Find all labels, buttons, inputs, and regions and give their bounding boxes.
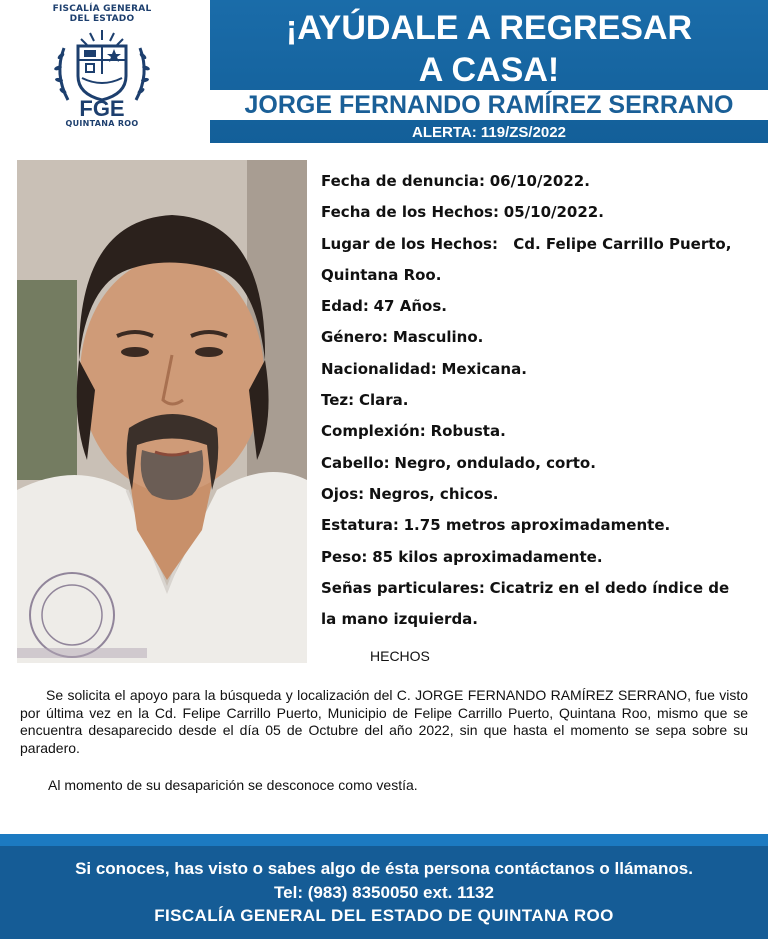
detail-value: Mexicana. bbox=[441, 359, 527, 378]
detail-value: Cd. Felipe Carrillo Puerto, bbox=[502, 234, 732, 253]
title-line2: A CASA! bbox=[418, 51, 560, 89]
detail-value: 85 kilos aproximadamente. bbox=[372, 547, 603, 566]
footer-stripe bbox=[0, 834, 768, 846]
logo-top-line1: FISCALÍA GENERAL bbox=[52, 4, 152, 14]
detail-value: Negros, chicos. bbox=[368, 484, 499, 503]
missing-person-name: JORGE FERNANDO RAMÍREZ SERRANO bbox=[210, 90, 768, 120]
detail-label: Lugar de los Hechos: bbox=[321, 234, 498, 253]
hechos-paragraph: Se solicita el apoyo para la búsqueda y localización del C. JORGE FERNANDO RAMÍREZ SERRANO, fue visto por última vez en la Cd. Felipe Carrillo Puerto, Municipio de Felipe Carrillo Puerto, Quintana Roo, mismo que se encuentra desaparecido desde el día 05 de Octubre del año 2022, sin que hasta el momento se sepa sobre su paradero. bbox=[20, 687, 748, 756]
contact-prompt: Si conoces, has visto o sabes algo de ésta persona contáctanos o llámanos. bbox=[75, 859, 693, 878]
detail-value: Negro, ondulado, corto. bbox=[394, 453, 596, 472]
fge-logo bbox=[40, 4, 164, 144]
detail-row bbox=[321, 604, 761, 635]
hechos-heading: HECHOS bbox=[370, 648, 430, 664]
detail-value: 47 Años. bbox=[373, 297, 447, 316]
detail-row bbox=[321, 573, 761, 604]
agency-name: FISCALÍA GENERAL DEL ESTADO DE QUINTANA ROO bbox=[154, 906, 614, 925]
detail-label: Ojos: bbox=[321, 484, 365, 503]
logo-acronym: FGE bbox=[79, 96, 125, 118]
logo-bottom-text: QUINTANA ROO bbox=[65, 119, 139, 128]
header-banner bbox=[210, 0, 768, 143]
missing-person-photo bbox=[17, 160, 307, 663]
detail-label: Cabello: bbox=[321, 453, 390, 472]
state-shield-emblem-icon bbox=[50, 26, 154, 118]
detail-row bbox=[321, 510, 761, 541]
detail-row bbox=[321, 322, 761, 353]
detail-label: Tez: bbox=[321, 391, 355, 410]
detail-label: Señas particulares: bbox=[321, 578, 485, 597]
logo-top-line2: DEL ESTADO bbox=[69, 14, 135, 24]
detail-value: 05/10/2022. bbox=[503, 203, 604, 222]
detail-row bbox=[321, 229, 761, 260]
detail-row bbox=[321, 291, 761, 322]
detail-label: Complexión: bbox=[321, 422, 426, 441]
detail-label: Nacionalidad: bbox=[321, 359, 437, 378]
detail-label: Género: bbox=[321, 328, 389, 347]
clothing-note: Al momento de su desaparición se desconoce como vestía. bbox=[48, 777, 418, 793]
detail-label: Fecha de denuncia: bbox=[321, 172, 485, 190]
detail-row bbox=[321, 354, 761, 385]
detail-row bbox=[321, 385, 761, 416]
detail-value: Clara. bbox=[358, 391, 409, 410]
contact-phone: Tel: (983) 8350050 ext. 1132 bbox=[274, 883, 494, 902]
detail-row bbox=[321, 479, 761, 510]
detail-label: Peso: bbox=[321, 547, 368, 566]
detail-value: Quintana Roo. bbox=[321, 265, 442, 284]
detail-row bbox=[321, 448, 761, 479]
detail-value: Robusta. bbox=[430, 422, 506, 441]
detail-row bbox=[321, 416, 761, 447]
detail-value: 1.75 metros aproximadamente. bbox=[403, 516, 671, 535]
detail-value: 06/10/2022. bbox=[489, 172, 590, 190]
detail-value: Masculino. bbox=[392, 328, 484, 347]
detail-row bbox=[321, 260, 761, 291]
person-details bbox=[321, 166, 761, 635]
detail-label: Edad: bbox=[321, 297, 369, 316]
detail-label: Fecha de los Hechos: bbox=[321, 203, 499, 222]
detail-row bbox=[321, 542, 761, 573]
detail-row bbox=[321, 166, 761, 197]
detail-row bbox=[321, 197, 761, 228]
detail-value: Cicatriz en el dedo índice de bbox=[489, 578, 730, 597]
title-line1: ¡AYÚDALE A REGRESAR bbox=[285, 9, 693, 47]
alert-code: ALERTA: 119/ZS/2022 bbox=[412, 124, 566, 141]
detail-value: la mano izquierda. bbox=[321, 610, 479, 629]
footer-banner bbox=[0, 846, 768, 939]
detail-label: Estatura: bbox=[321, 516, 399, 535]
